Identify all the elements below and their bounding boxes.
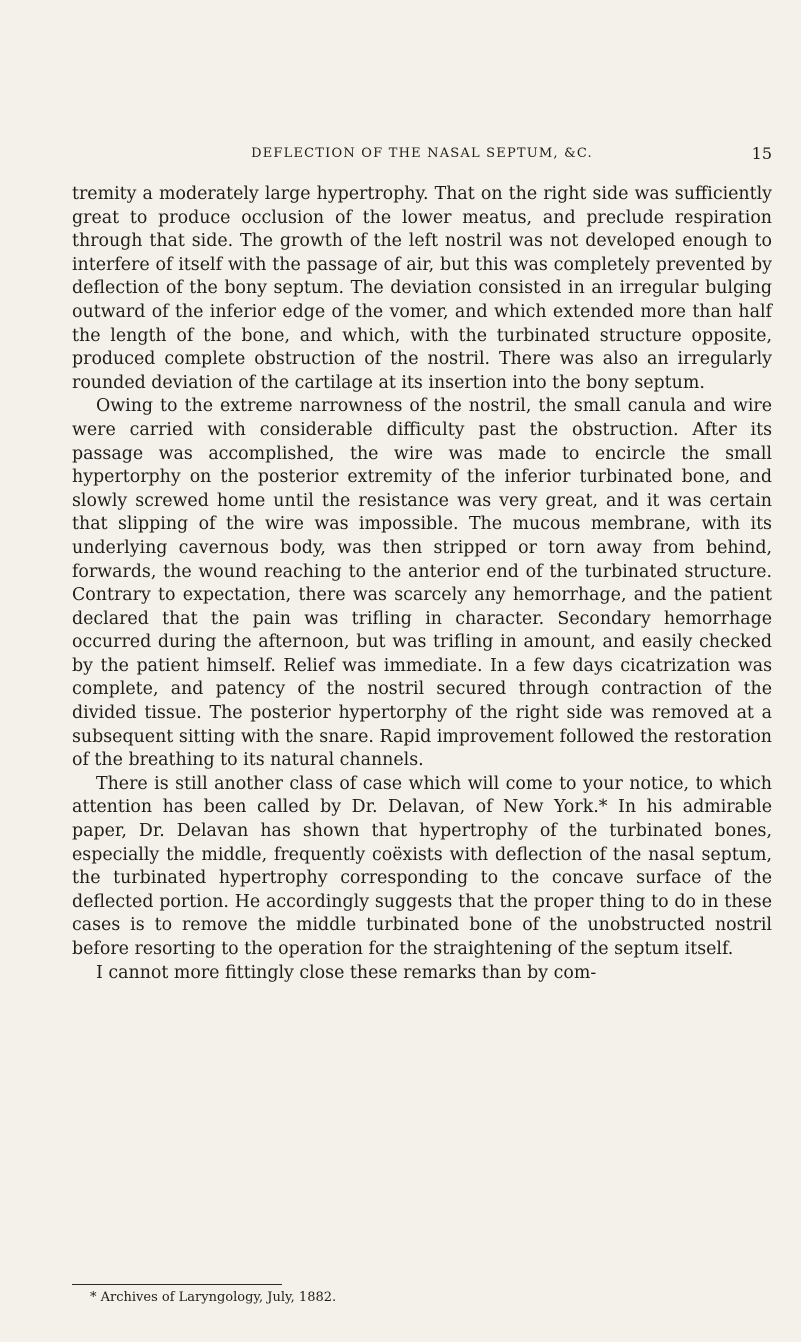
running-head — [72, 146, 772, 170]
footnote: * Archives of Laryngology, July, 1882. — [90, 1290, 337, 1305]
paragraph-continued: tremity a moderately large hypertrophy. That on the right side was sufficiently great to produce occlusion of the lower meatus, and preclude respiration through that side. The growth of the left nostril was not developed enough to interfere of itself with the passage of air, but this was completely prevented by deflection of the bony septum. The deviation consisted in an irregular bulging outward of the inferior edge of the vomer, and which extended more than half the length of the bone, and which, with the turbinated structure opposite, produced complete obstruction of the nostril. There was also an irregularly rounded deviation of the cartilage at its insertion into the bony septum. — [72, 184, 772, 393]
paragraph-delavan: There is still another class of case which will come to your notice, to which attention has been called by Dr. Delavan, of New York.* In his admirable paper, Dr. Delavan has shown that hypertrophy of the turbinated bones, especially the middle, frequently coëxists with deflection of the nasal septum, the turbinated hypertrophy corresponding to the concave surface of the deflected portion. He accordingly suggests that the proper thing to do in these cases is to remove the middle turbinated bone of the unobstructed nostril before resorting to the operation for the straightening of the septum itself. — [72, 773, 772, 959]
paragraph-operation: Owing to the extreme narrowness of the nostril, the small canula and wire were carried with considerable difficulty past the obstruction. After its passage was accomplished, the wire was made to encircle the small hypertorphy on the posterior extremity of the inferior turbinated bone, and slowly screwed home until the resistance was very great, and it was certain that slipping of the wire was impossible. The mucous membrane, with its underlying cavernous body, was then stripped or torn away from behind, forwards, the wound reaching to the anterior end of the turbinated structure. Contrary to expectation, there was scarcely any hemorrhage, and the patient declared that the pain was trifling in character. Secondary hemorrhage occurred during the afternoon, but was trifling in amount, and easily checked by the patient himself. Relief was immediate. In a few days cicatrization was complete, and patency of the nostril secured through contraction of the divided tissue. The posterior hypertorphy of the right side was removed at a subsequent sitting with the snare. Rapid improvement followed the restoration of the breathing to its natural channels. — [72, 396, 772, 771]
page-number: 15 — [751, 144, 772, 163]
paragraph-closing: I cannot more fittingly close these remarks than by com- — [96, 962, 597, 983]
body-text — [72, 183, 772, 985]
footnote-rule — [72, 1284, 282, 1285]
running-title: DEFLECTION OF THE NASAL SEPTUM, &C. — [251, 146, 593, 161]
